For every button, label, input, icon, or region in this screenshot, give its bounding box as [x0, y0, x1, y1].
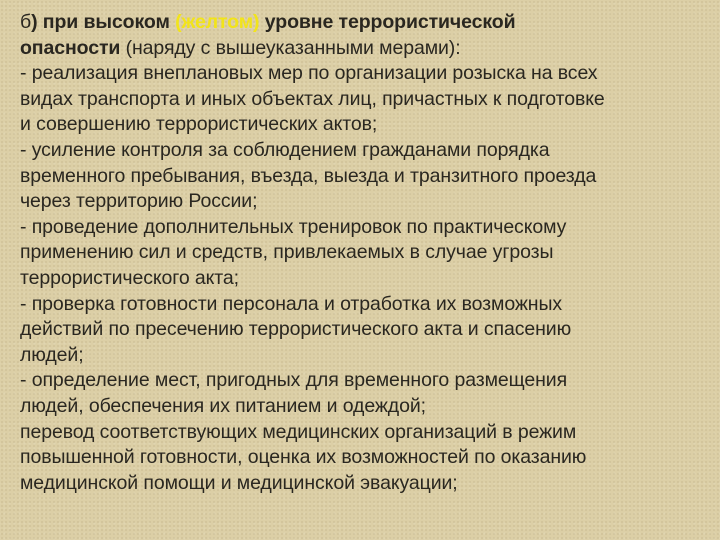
body-line: повышенной готовности, оценка их возможностей по оказанию	[20, 446, 587, 469]
body-line: перевод соответствующих медицинских организаций в режим	[20, 420, 577, 443]
body-line: и совершению террористических актов;	[20, 113, 378, 136]
heading-line2-bold: опасности	[20, 36, 121, 59]
slide-text	[20, 10, 706, 496]
body-line: видах транспорта и иных объектах лиц, причастных к подготовке	[20, 87, 605, 110]
body-line: применению сил и средств, привлекаемых в случае угрозы	[20, 241, 554, 264]
heading-bold-part: ) при высоком	[31, 11, 176, 33]
body-line: - реализация внеплановых мер по организации розыска на всех	[20, 62, 598, 85]
body-line: через территорию России;	[20, 190, 258, 213]
body-line: медицинской помощи и медицинской эвакуации;	[20, 471, 458, 494]
body-line: террористического акта;	[20, 266, 239, 289]
heading-bold-rest: уровне террористической	[259, 11, 516, 33]
heading-highlight: (желтом)	[175, 11, 260, 33]
heading-line-2	[20, 36, 706, 62]
body-line: - проверка готовности персонала и отработка их возможных	[20, 292, 563, 315]
body-line: действий по пресечению террористического акта и спасению	[20, 318, 572, 341]
body-line: - определение мест, пригодных для временного размещения	[20, 369, 568, 392]
heading-prefix: б	[20, 11, 32, 33]
body-line: - усиление контроля за соблюдением гражданами порядка	[20, 138, 550, 161]
body-line: людей;	[20, 343, 84, 366]
body-line: - проведение дополнительных тренировок по практическому	[20, 215, 567, 238]
body-line: людей, обеспечения их питанием и одеждой;	[20, 394, 426, 417]
body-line: временного пребывания, въезда, выезда и транзитного проезда	[20, 164, 597, 187]
heading-line2-normal: (наряду с вышеуказанными мерами):	[120, 36, 461, 59]
heading-line-1	[20, 10, 706, 36]
